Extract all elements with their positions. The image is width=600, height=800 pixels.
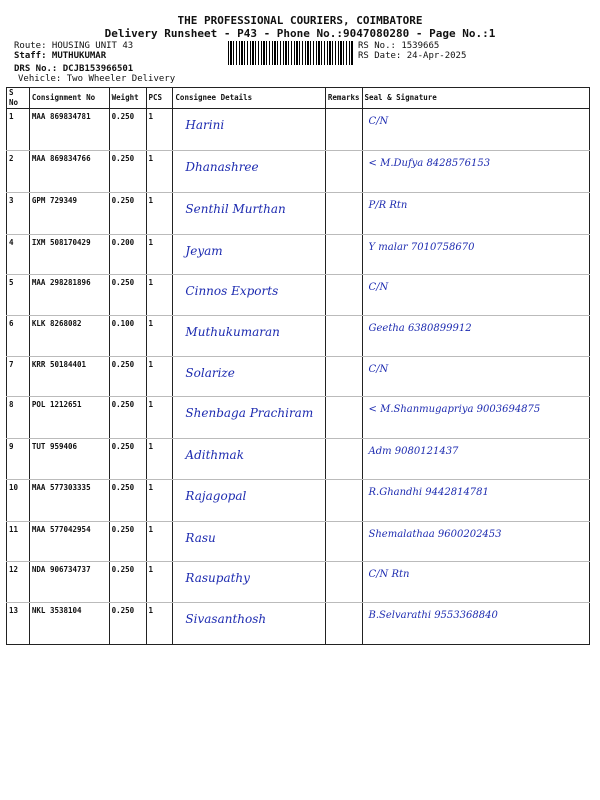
row-consignment-no: NKL 3538104 <box>29 603 109 645</box>
row-remarks <box>325 151 362 193</box>
route-label: Route: HOUSING UNIT 43 <box>14 41 134 51</box>
signature-handwriting: C/N <box>368 364 389 375</box>
row-remarks <box>325 316 362 357</box>
row-pcs: 1 <box>146 316 173 357</box>
table-row <box>7 275 590 316</box>
row-pcs: 1 <box>146 397 173 439</box>
signature-handwriting: C/N <box>368 116 389 127</box>
table-row <box>7 193 590 235</box>
row-remarks <box>325 439 362 480</box>
row-sno: 2 <box>7 151 30 193</box>
row-remarks <box>325 397 362 439</box>
row-signature <box>362 522 589 562</box>
signature-handwriting: R.Ghandhi 9442814781 <box>368 487 489 498</box>
row-signature <box>362 316 589 357</box>
consignee-handwriting: Solarize <box>185 366 235 380</box>
signature-handwriting: < M.Dufya 8428576153 <box>368 158 491 169</box>
barcode-icon <box>228 41 354 65</box>
col-pcs: PCS <box>146 88 173 109</box>
row-remarks <box>325 275 362 316</box>
table-row <box>7 357 590 397</box>
row-consignee <box>173 109 325 151</box>
table-row <box>7 522 590 562</box>
row-consignee <box>173 357 325 397</box>
col-remarks: Remarks <box>325 88 362 109</box>
consignee-handwriting: Shenbaga Prachiram <box>185 406 314 420</box>
row-consignee <box>173 193 325 235</box>
row-consignee <box>173 562 325 603</box>
row-consignee <box>173 439 325 480</box>
row-consignee <box>173 480 325 522</box>
row-consignee <box>173 151 325 193</box>
row-remarks <box>325 109 362 151</box>
row-consignee <box>173 275 325 316</box>
row-pcs: 1 <box>146 522 173 562</box>
table-row <box>7 562 590 603</box>
col-weight: Weight <box>109 88 146 109</box>
row-weight: 0.100 <box>109 316 146 357</box>
consignee-handwriting: Senthil Murthan <box>185 202 286 216</box>
table-row <box>7 603 590 645</box>
row-sno: 1 <box>7 109 30 151</box>
consignee-handwriting: Harini <box>185 118 225 132</box>
row-sno: 12 <box>7 562 30 603</box>
row-pcs: 1 <box>146 480 173 522</box>
row-remarks <box>325 193 362 235</box>
row-pcs: 1 <box>146 357 173 397</box>
consignee-handwriting: Rasu <box>185 531 216 545</box>
row-remarks <box>325 357 362 397</box>
row-pcs: 1 <box>146 193 173 235</box>
row-signature <box>362 357 589 397</box>
signature-handwriting: Adm 9080121437 <box>368 446 459 457</box>
col-consignment: Consignment No <box>29 88 109 109</box>
signature-handwriting: C/N <box>368 282 389 293</box>
row-weight: 0.250 <box>109 357 146 397</box>
row-sno: 5 <box>7 275 30 316</box>
consignee-handwriting: Jeyam <box>185 244 223 258</box>
staff-label: Staff: MUTHUKUMAR <box>14 51 107 61</box>
table-row <box>7 397 590 439</box>
row-consignment-no: MAA 577042954 <box>29 522 109 562</box>
row-weight: 0.250 <box>109 275 146 316</box>
signature-handwriting: Geetha 6380899912 <box>368 323 472 334</box>
row-sno: 9 <box>7 439 30 480</box>
row-consignment-no: MAA 577303335 <box>29 480 109 522</box>
col-signature: Seal & Signature <box>362 88 589 109</box>
table-row <box>7 439 590 480</box>
row-pcs: 1 <box>146 109 173 151</box>
row-consignee <box>173 235 325 275</box>
row-weight: 0.250 <box>109 480 146 522</box>
table-body <box>7 109 590 645</box>
table-row <box>7 235 590 275</box>
row-signature <box>362 603 589 645</box>
row-remarks <box>325 603 362 645</box>
row-weight: 0.250 <box>109 439 146 480</box>
row-sno: 8 <box>7 397 30 439</box>
row-sno: 4 <box>7 235 30 275</box>
signature-handwriting: C/N Rtn <box>368 569 410 580</box>
consignee-handwriting: Rajagopal <box>185 489 247 503</box>
signature-handwriting: Shemalathaa 9600202453 <box>368 529 502 540</box>
table-row <box>7 316 590 357</box>
row-sno: 10 <box>7 480 30 522</box>
row-signature <box>362 109 589 151</box>
row-weight: 0.250 <box>109 109 146 151</box>
row-pcs: 1 <box>146 603 173 645</box>
row-signature <box>362 151 589 193</box>
row-consignee <box>173 316 325 357</box>
row-weight: 0.250 <box>109 397 146 439</box>
vehicle-label: Vehicle: Two Wheeler Delivery <box>18 74 176 84</box>
row-pcs: 1 <box>146 275 173 316</box>
document-title: THE PROFESSIONAL COURIERS, COIMBATORE <box>177 14 423 27</box>
row-consignee <box>173 603 325 645</box>
table-row <box>7 109 590 151</box>
row-consignment-no: KLK 8268082 <box>29 316 109 357</box>
row-weight: 0.250 <box>109 151 146 193</box>
row-remarks <box>325 480 362 522</box>
row-signature <box>362 397 589 439</box>
col-consignee: Consignee Details <box>173 88 325 109</box>
drs-number: DRS No.: DCJB153966501 <box>14 64 134 74</box>
signature-handwriting: B.Selvarathi 9553368840 <box>368 610 498 621</box>
row-sno: 6 <box>7 316 30 357</box>
consignee-handwriting: Adithmak <box>185 448 244 462</box>
row-consignment-no: MAA 869834766 <box>29 151 109 193</box>
row-signature <box>362 480 589 522</box>
row-signature <box>362 235 589 275</box>
row-weight: 0.250 <box>109 562 146 603</box>
row-remarks <box>325 562 362 603</box>
row-consignment-no: IXM 508170429 <box>29 235 109 275</box>
row-consignment-no: TUT 959406 <box>29 439 109 480</box>
row-consignment-no: KRR 50184401 <box>29 357 109 397</box>
row-pcs: 1 <box>146 151 173 193</box>
runsheet-subtitle: Delivery Runsheet - P43 - Phone No.:9047080280 - Page No.:1 <box>104 27 496 40</box>
signature-handwriting: Y malar 7010758670 <box>368 242 475 253</box>
consignee-handwriting: Muthukumaran <box>185 325 280 339</box>
consignee-handwriting: Cinnos Exports <box>185 284 279 298</box>
rs-number: RS No.: 1539665 <box>358 41 440 51</box>
row-sno: 7 <box>7 357 30 397</box>
row-remarks <box>325 522 362 562</box>
row-sno: 3 <box>7 193 30 235</box>
row-consignee <box>173 522 325 562</box>
row-signature <box>362 193 589 235</box>
table-row <box>7 151 590 193</box>
col-sno: S No <box>7 88 30 109</box>
row-consignment-no: POL 1212651 <box>29 397 109 439</box>
table-header-row <box>7 88 590 109</box>
signature-handwriting: P/R Rtn <box>368 200 408 211</box>
table-row <box>7 480 590 522</box>
rs-date: RS Date: 24-Apr-2025 <box>358 51 467 61</box>
row-consignee <box>173 397 325 439</box>
row-sno: 11 <box>7 522 30 562</box>
row-consignment-no: GPM 729349 <box>29 193 109 235</box>
row-signature <box>362 562 589 603</box>
row-signature <box>362 275 589 316</box>
row-weight: 0.250 <box>109 193 146 235</box>
row-pcs: 1 <box>146 439 173 480</box>
signature-handwriting: < M.Shanmugapriya 9003694875 <box>368 404 541 415</box>
row-consignment-no: MAA 869834781 <box>29 109 109 151</box>
row-sno: 13 <box>7 603 30 645</box>
consignee-handwriting: Sivasanthosh <box>185 612 267 626</box>
row-consignment-no: MAA 298281896 <box>29 275 109 316</box>
row-weight: 0.250 <box>109 522 146 562</box>
consignee-handwriting: Rasupathy <box>185 571 250 585</box>
row-pcs: 1 <box>146 235 173 275</box>
row-signature <box>362 439 589 480</box>
row-weight: 0.250 <box>109 603 146 645</box>
runsheet-table <box>6 87 590 645</box>
row-consignment-no: NDA 906734737 <box>29 562 109 603</box>
row-weight: 0.200 <box>109 235 146 275</box>
consignee-handwriting: Dhanashree <box>185 160 259 174</box>
row-remarks <box>325 235 362 275</box>
row-pcs: 1 <box>146 562 173 603</box>
